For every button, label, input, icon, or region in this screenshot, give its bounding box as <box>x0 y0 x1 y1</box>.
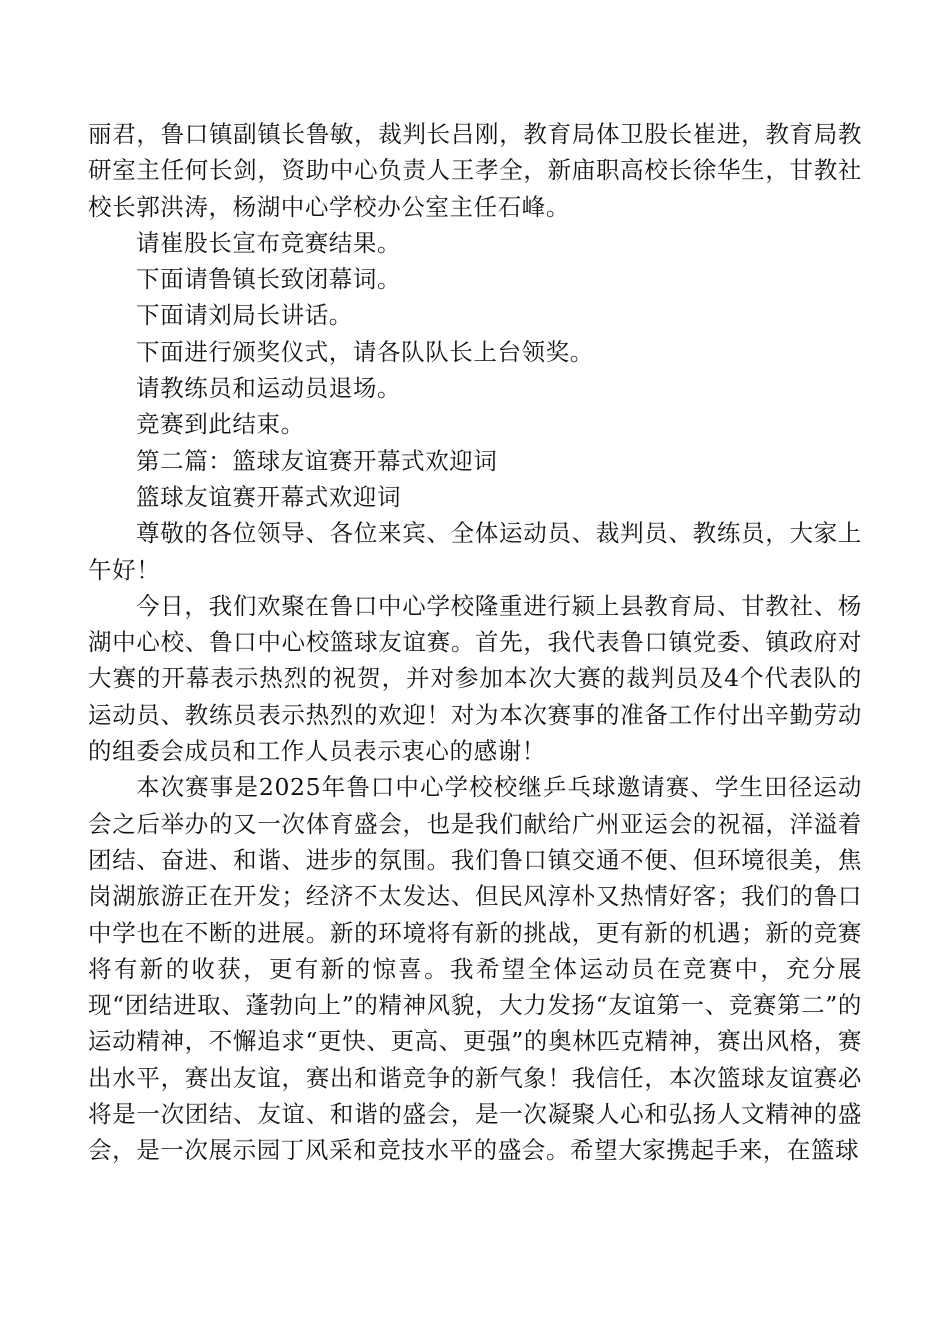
paragraph-3: 下面请鲁镇长致闭幕词。 <box>136 265 402 294</box>
paragraph-12: 本次赛事是2025年鲁口中心学校校继乒乓球邀请赛、学生田径运动会之后举办的又一次体育盛会，也是我们献给广州亚运会的祝福，洋溢着团结、奋进、和谐、进步的氛围。我们鲁口镇交通不便、但环境很美，焦岗湖旅游正在开发；经济不太发达、但民风淳朴又热情好客；我们的鲁口中学也在不断的进展。新的环境将有新的挑战，更有新的机遇；新的竞赛将有新的收获，更有新的惊喜。我希望全体运动员在竞赛中，充分展现“团结进取、蓬勃向上”的精神风貌，大力发扬“友谊第一、竞赛第二”的运动精神，不懈追求“更快、更高、更强”的奥林匹克精神，赛出风格，赛出水平，赛出友谊，赛出和谐竞争的新气象！我信任，本次篮球友谊赛必将是一次团结、友谊、和谐的盛会，是一次凝聚人心和弘扬人文精神的盛会，是一次展示园丁风采和竞技水平的盛会。希望大家携起手来，在篮球 <box>88 773 862 1165</box>
paragraph-1: 丽君，鲁口镇副镇长鲁敏，裁判长吕刚，教育局体卫股长崔进，教育局教研室主任何长剑，资助中心负责人王孝全，新庙职高校长徐华生，甘教社校长郭洪涛，杨湖中心学校办公室主任石峰。 <box>88 120 862 221</box>
paragraph-11: 今日，我们欢聚在鲁口中心学校隆重进行颍上县教育局、甘教社、杨湖中心校、鲁口中心校篮球友谊赛。首先，我代表鲁口镇党委、镇政府对大赛的开幕表示热烈的祝贺，并对参加本次大赛的裁判员及4个代表队的运动员、教练员表示热烈的欢迎！对为本次赛事的准备工作付出辛勤劳动的组委会成员和工作人员表示衷心的感谢！ <box>88 591 862 766</box>
salutation: 尊敬的各位领导、各位来宾、全体运动员、裁判员、教练员，大家上午好！ <box>88 519 862 584</box>
paragraph-5: 下面进行颁奖仪式，请各队队长上台领奖。 <box>136 337 594 366</box>
document-title: 篮球友谊赛开幕式欢迎词 <box>136 482 402 511</box>
paragraph-6: 请教练员和运动员退场。 <box>136 374 402 403</box>
section-heading: 第二篇：篮球友谊赛开幕式欢迎词 <box>136 446 498 475</box>
paragraph-4: 下面请刘局长讲话。 <box>136 301 353 330</box>
document-body <box>88 116 862 1169</box>
paragraph-7: 竞赛到此结束。 <box>136 410 305 439</box>
paragraph-2: 请崔股长宣布竞赛结果。 <box>136 228 402 257</box>
